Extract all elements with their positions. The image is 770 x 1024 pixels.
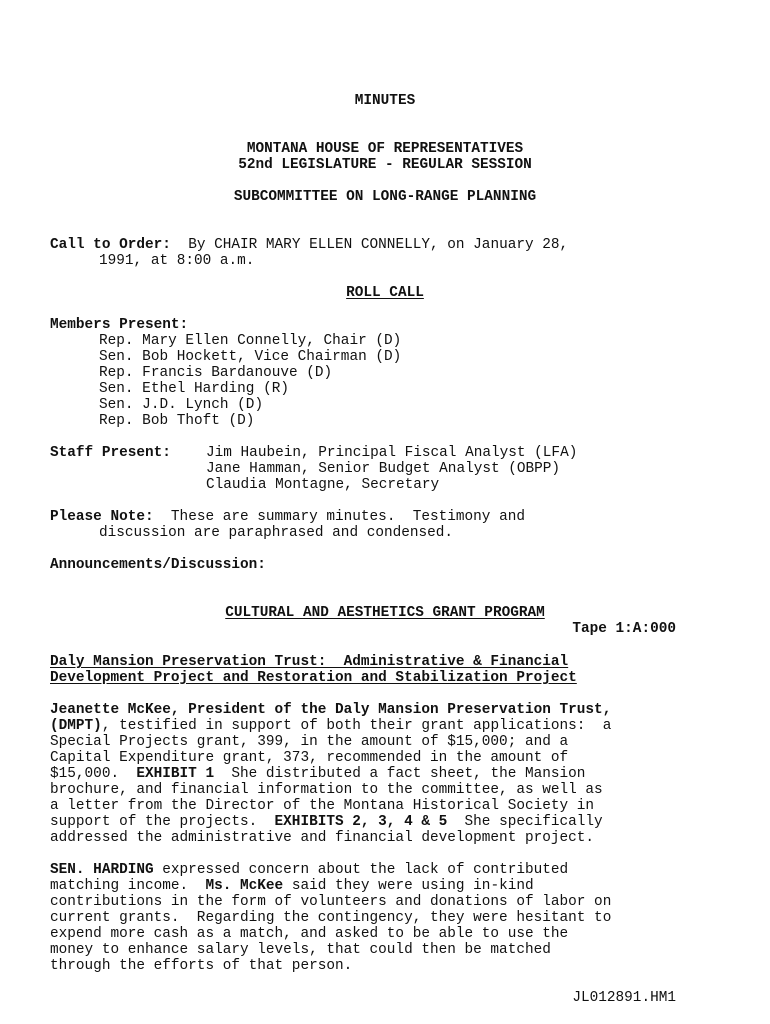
testimony-line: a letter from the Director of the Montana Historical Society in [50,798,595,814]
announcements-heading: Announcements/Discussion: [50,557,266,573]
member-item: Sen. Bob Hockett, Vice Chairman (D) [99,349,402,365]
testimony-text: $15,000. [50,766,137,782]
member-item: Rep. Mary Ellen Connelly, Chair (D) [99,333,402,349]
discussion-line: expend more cash as a match, and asked to be able to use the [50,926,569,942]
discussion-line [50,862,568,878]
tape-reference: Tape 1:A:000 [572,621,676,637]
please-note [50,509,525,525]
testimony-line: Jeanette McKee, President of the Daly Mansion Preservation Trust, [50,702,612,718]
discussion-text: matching income. [50,878,206,894]
staff-present-label: Staff Present: [50,445,171,461]
staff-item: Jane Hamman, Senior Budget Analyst (OBPP) [206,461,561,477]
exhibit-reference: EXHIBITS 2, 3, 4 & 5 [274,814,448,830]
staff-item: Claudia Montagne, Secretary [206,477,440,493]
call-to-order-label: Call to Order: [50,237,171,253]
member-item: Sen. Ethel Harding (R) [99,381,289,397]
roll-call-heading: ROLL CALL [346,285,424,301]
legislature-session: 52nd LEGISLATURE - REGULAR SESSION [238,157,532,173]
testimony-line: Capital Expenditure grant, 373, recommended in the amount of [50,750,569,766]
discussion-line: through the efforts of that person. [50,958,353,974]
discussion-text: said they were using in-kind [283,878,534,894]
member-item: Rep. Bob Thoft (D) [99,413,255,429]
program-heading: CULTURAL AND AESTHETICS GRANT PROGRAM [225,605,545,621]
call-to-order [50,237,568,253]
please-note-label: Please Note: [50,509,154,525]
document-code: JL012891.HM1 [572,990,676,1006]
project-heading-cont: Development Project and Restoration and Stabilization Project [50,670,577,686]
document-title: MINUTES [354,93,416,109]
testimony-text: support of the projects. [50,814,275,830]
speaker-name: SEN. HARDING [50,862,154,878]
testimony-line [50,814,603,830]
testimony-line: addressed the administrative and financial development project. [50,830,595,846]
testimony-line: Special Projects grant, 399, in the amount of $15,000; and a [50,734,569,750]
call-to-order-text: By CHAIR MARY ELLEN CONNELLY, on January 28, [188,237,569,253]
organization-name: MONTANA HOUSE OF REPRESENTATIVES [246,141,524,157]
please-note-text: These are summary minutes. Testimony and [170,509,525,525]
testimony-line: brochure, and financial information to the committee, as well as [50,782,603,798]
speaker-name: Ms. McKee [205,878,284,894]
member-item: Sen. J.D. Lynch (D) [99,397,264,413]
testimony-line [50,766,585,782]
discussion-text: expressed concern about the lack of contributed [153,862,569,878]
discussion-line: money to enhance salary levels, that could then be matched [50,942,551,958]
call-to-order-text-cont: 1991, at 8:00 a.m. [99,253,255,269]
discussion-line: contributions in the form of volunteers and donations of labor on [50,894,612,910]
project-heading: Daly Mansion Preservation Trust: Administrative & Financial [50,654,569,670]
organization-abbrev: (DMPT) [50,718,102,734]
exhibit-reference: EXHIBIT 1 [136,766,215,782]
staff-item: Jim Haubein, Principal Fiscal Analyst (LFA) [206,445,578,461]
please-note-text-cont: discussion are paraphrased and condensed. [99,525,454,541]
testimony-text: , testified in support of both their grant applications: a [101,718,612,734]
subcommittee-name: SUBCOMMITTEE ON LONG-RANGE PLANNING [233,189,537,205]
testimony-text: She distributed a fact sheet, the Mansion [214,766,586,782]
discussion-line [50,878,534,894]
discussion-line: current grants. Regarding the contingency, they were hesitant to [50,910,612,926]
testimony-text: She specifically [447,814,603,830]
testimony-line [50,718,611,734]
member-item: Rep. Francis Bardanouve (D) [99,365,333,381]
members-present-label: Members Present: [50,317,189,333]
